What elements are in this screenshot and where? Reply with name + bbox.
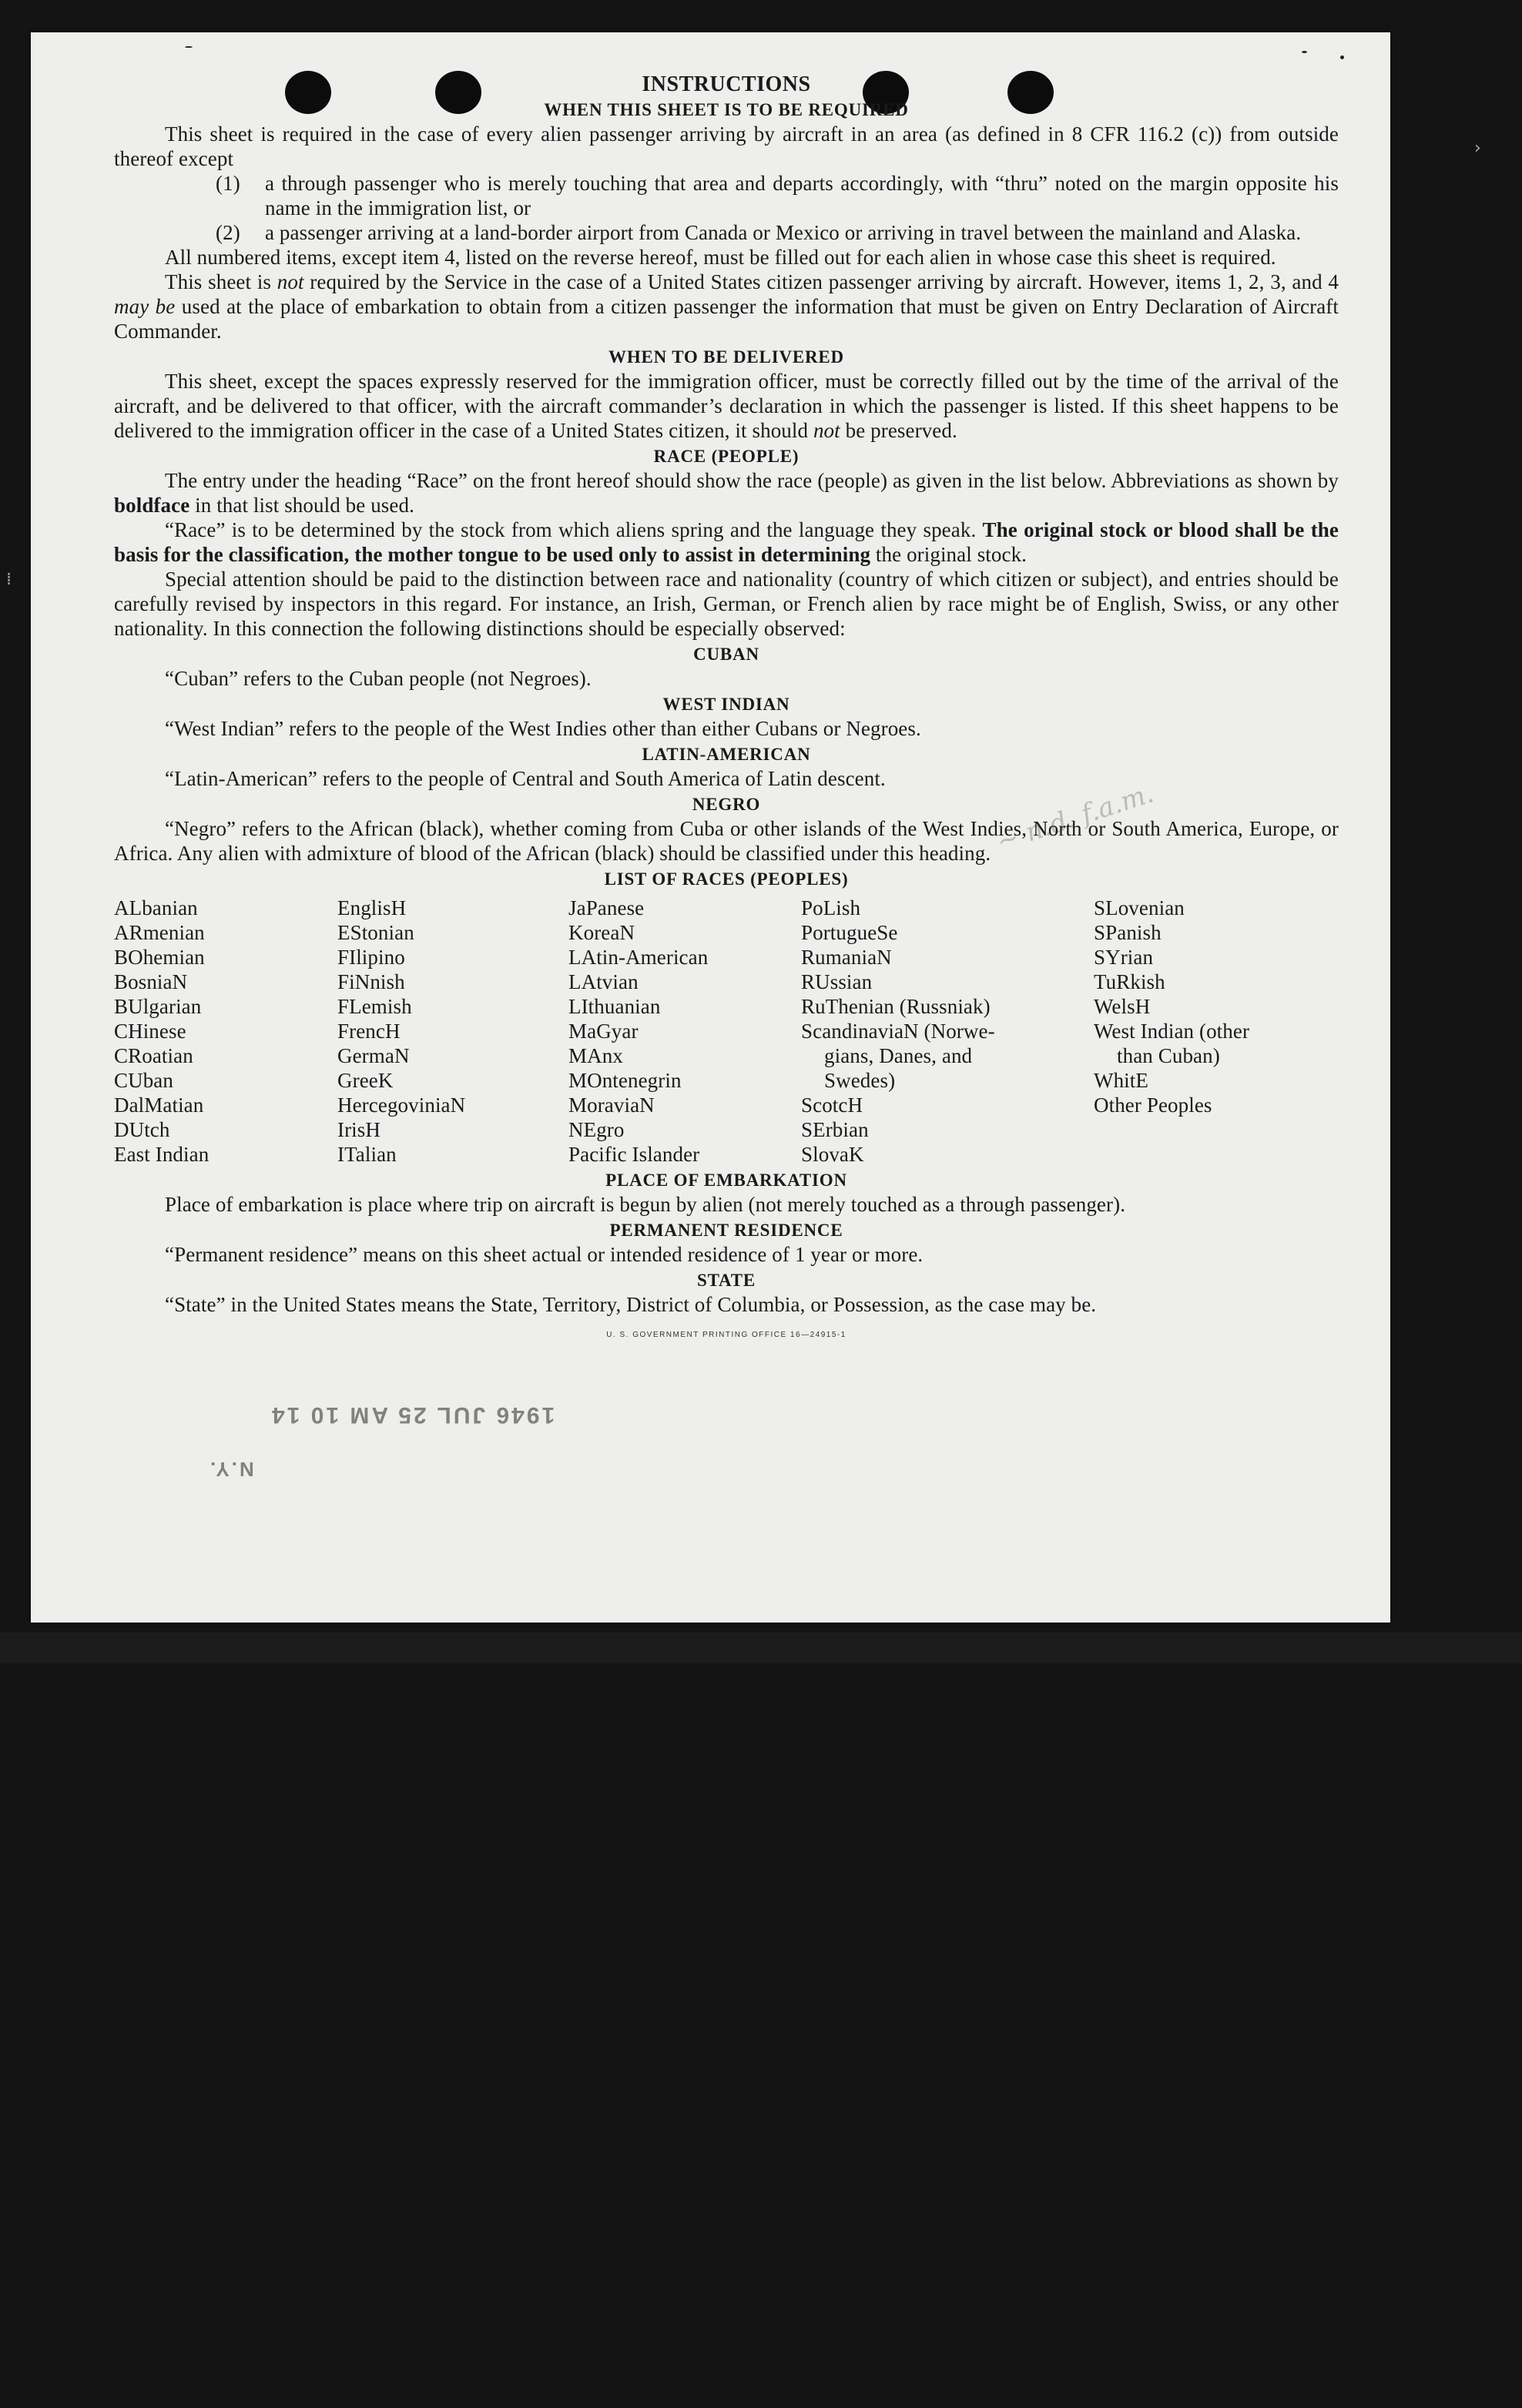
document-sheet [31,32,1390,1623]
paragraph: This sheet is required in the case of every alien passenger arriving by aircraft in an area (as defined in 8 CFR 116.2 (c)) from outside thereof except [114,122,1339,170]
race-entry: TuRkish [1094,970,1165,993]
race-entry: BosniaN [114,970,188,993]
race-entry: PoLish [801,896,861,919]
race-entry: WhitE [1094,1069,1148,1092]
race-entry: Swedes) [824,1069,896,1092]
race-column [568,896,801,1167]
paragraph: Place of embarkation is place where trip on aircraft is begun by alien (not merely touched as a through passenger). [165,1193,1126,1216]
paragraph: All numbered items, except item 4, listed on the reverse hereof, must be filled out for each alien in whose case this sheet is required. [165,246,1276,269]
section-heading: PERMANENT RESIDENCE [609,1221,843,1240]
race-entry: Other Peoples [1094,1093,1212,1117]
race-entry: RuThenian (Russniak) [801,995,991,1018]
section-heading: LIST OF RACES (PEOPLES) [604,869,849,889]
race-column [114,896,337,1167]
race-entry: than Cuban) [1117,1044,1220,1067]
race-entry: SlovaK [801,1143,864,1166]
race-entry: SYrian [1094,946,1154,969]
text-run: used at the place of embarkation to obtain from a citizen passenger the information that must be given on Entry Declaration of Aircraft Commander. [114,295,1339,343]
race-entry: GermaN [337,1044,410,1067]
paragraph: “Negro” refers to the African (black), whether coming from Cuba or other islands of the West Indies, North or South America, Europe, or Africa. Any alien with admixture of blood of the African (black) should be classified under this heading. [114,817,1339,865]
race-entry: KoreaN [568,921,635,944]
race-entry: MOntenegrin [568,1069,682,1092]
race-entry: DUtch [114,1118,170,1141]
office-stamp: N.Y. [208,1458,254,1481]
race-entry: ScandinaviaN (Norwe- [801,1020,995,1043]
paragraph: “Permanent residence” means on this sheet actual or intended residence of 1 year or more. [165,1243,924,1266]
race-entry: IrisH [337,1118,380,1141]
bold-run: The original stock or blood shall be the basis for the classification, the mother tongue to be used only to assist in determining [114,518,1339,566]
race-entry: MaGyar [568,1020,639,1043]
item-text: a passenger arriving at a land-border airport from Canada or Mexico or arriving in travel between the mainland and Alaska. [265,221,1302,244]
paragraph [114,270,1339,343]
text-run: This sheet, except the spaces expressly reserved for the immigration officer, must be correctly filled out by the time of the arrival of the aircraft, and be delivered to that officer, with the aircraft commander’s declaration in which the passenger is listed. If this sheet happens to be delivered to the immigration officer in the case of a United States citizen, it should [114,370,1339,442]
race-entry: East Indian [114,1143,210,1166]
race-entry: LIthuanian [568,995,661,1018]
paragraph: “Cuban” refers to the Cuban people (not Negroes). [165,667,592,690]
emphasis: not [277,270,304,293]
text-run: This sheet is [165,270,277,293]
race-entry: GreeK [337,1069,394,1092]
race-entry: FiNnish [337,970,405,993]
instructions-body [114,71,1339,1348]
race-entry: EnglisH [337,896,407,919]
race-entry: PortugueSe [801,921,898,944]
list-item [114,220,1339,245]
bold-run: boldface [114,494,190,517]
item-text: a through passenger who is merely touching that area and departs accordingly, with “thru” noted on the margin opposite his name in the immigration list, or [265,172,1339,219]
race-entry: LAtvian [568,970,639,993]
text-run: in that list should be used. [189,494,414,517]
race-entry: MAnx [568,1044,623,1067]
item-number: (1) [216,172,240,195]
dust-speck [1302,51,1307,53]
printer-imprint: U. S. GOVERNMENT PRINTING OFFICE 16—24915-1 [606,1331,846,1339]
text-run: “Race” is to be determined by the stock from which aliens spring and the language they speak. [165,518,983,541]
race-entry: MoraviaN [568,1093,655,1117]
page-title: INSTRUCTIONS [642,72,811,96]
race-entry: EStonian [337,921,414,944]
film-edge [0,1633,1522,1663]
section-heading: STATE [696,1271,756,1290]
race-entry: CHinese [114,1020,186,1043]
race-entry: ALbanian [114,896,198,919]
section-heading: NEGRO [692,795,761,814]
race-entry: DalMatian [114,1093,204,1117]
paragraph [114,369,1339,443]
text-run: The entry under the heading “Race” on the front hereof should show the race (people) as given in the list below. Abbreviations as shown by [165,469,1339,492]
section-heading: RACE (PEOPLE) [653,447,800,466]
text-run: required by the Service in the case of a United States citizen passenger arriving by aircraft. However, items 1, 2, 3, and 4 [303,270,1339,293]
race-column [801,896,1094,1167]
race-entry: HercegoviniaN [337,1093,466,1117]
race-entry: NEgro [568,1118,625,1141]
race-entry: RumaniaN [801,946,892,969]
section-heading: PLACE OF EMBARKATION [605,1171,847,1190]
race-entry: West Indian (other [1094,1020,1250,1043]
race-entry: ARmenian [114,921,205,944]
race-entry: BUlgarian [114,995,202,1018]
section-heading: CUBAN [693,645,759,664]
margin-mark: › [1474,139,1481,158]
race-entry: Pacific Islander [568,1143,700,1166]
item-number: (2) [216,221,240,244]
section-heading: WEST INDIAN [662,695,790,714]
race-entry: FIlipino [337,946,405,969]
race-entry: SLovenian [1094,896,1185,919]
section-heading: WHEN THIS SHEET IS TO BE REQUIRED [544,100,909,119]
race-entry: BOhemian [114,946,205,969]
race-entry: FLemish [337,995,412,1018]
text-run: be preserved. [840,419,957,442]
paragraph [114,517,1339,567]
race-entry: CRoatian [114,1044,193,1067]
paragraph: “Latin-American” refers to the people of Central and South America of Latin descent. [165,767,886,790]
emphasis: not [813,419,840,442]
race-column [337,896,568,1167]
paragraph [114,468,1339,517]
race-entry: SErbian [801,1118,869,1141]
dust-speck [185,46,193,48]
race-entry: FrencH [337,1020,401,1043]
race-list [114,896,1339,1167]
section-heading: LATIN-AMERICAN [642,745,811,764]
race-entry: RUssian [801,970,873,993]
race-entry: SPanish [1094,921,1162,944]
date-stamp: 1946 JUL 25 AM 10 14 [270,1402,555,1428]
paragraph: Special attention should be paid to the distinction between race and nationality (country of which citizen or subject), and entries should be carefully revised by inspectors in this regard. For instance, an Irish, German, or French alien by race might be of English, Swiss, or any other nationality. In this connection the following distinctions should be especially observed: [114,568,1339,640]
race-entry: ScotcH [801,1093,863,1117]
section-heading: WHEN TO BE DELIVERED [608,347,844,367]
race-entry: gians, Danes, and [824,1044,973,1067]
paragraph: “State” in the United States means the State, Territory, District of Columbia, or Possession, as the case may be. [165,1293,1097,1316]
race-entry: CUban [114,1069,173,1092]
race-column [1094,896,1325,1167]
margin-mark: ⁞ [6,570,12,589]
race-entry: ITalian [337,1143,397,1166]
race-entry: LAtin-American [568,946,709,969]
emphasis: may be [114,295,176,318]
pencil-notation: ~ n.d. f.a.m. [993,778,1158,858]
paragraph: “West Indian” refers to the people of the West Indies other than either Cubans or Negroes. [165,717,921,740]
dust-speck [1340,55,1344,59]
text-run: the original stock. [870,543,1028,566]
race-entry: WelsH [1094,995,1151,1018]
list-item [114,171,1339,220]
race-entry: JaPanese [568,896,645,919]
